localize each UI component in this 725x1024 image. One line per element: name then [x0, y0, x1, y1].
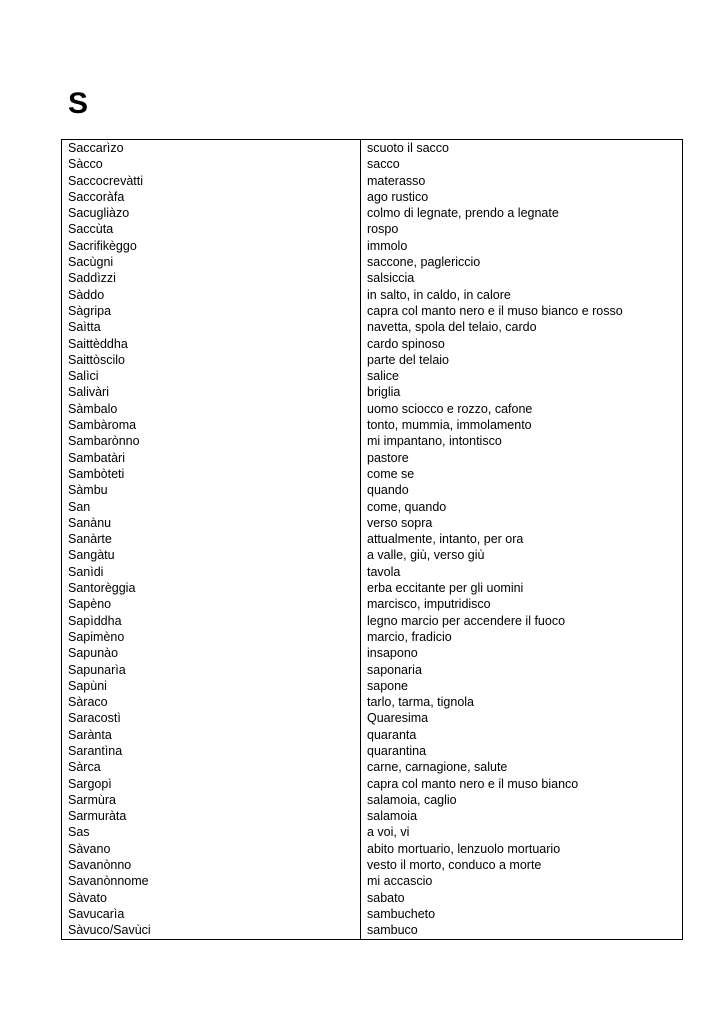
entry-definition: quando — [367, 483, 409, 498]
entry-definition: marcisco, imputridisco — [367, 597, 491, 612]
entry-definition: carne, carnagione, salute — [367, 760, 508, 775]
entry-term: Savucarìa — [62, 906, 361, 922]
dictionary-table-body — [62, 140, 683, 940]
entry-definition: pastore — [367, 450, 409, 465]
entry-definition: tonto, mummia, immolamento — [367, 418, 532, 433]
table-row — [62, 238, 683, 254]
entry-term: Sanàrte — [62, 531, 361, 547]
table-row — [62, 596, 683, 612]
entry-term: Sapèno — [62, 596, 361, 612]
entry-term: Sacùgni — [62, 254, 361, 270]
entry-term: Sambàroma — [62, 417, 361, 433]
entry-definition: verso sopra — [367, 515, 433, 530]
entry-definition: saccone, paglericcio — [367, 255, 481, 270]
table-row — [62, 776, 683, 792]
entry-definition: scuoto il sacco — [367, 141, 449, 155]
table-row — [62, 336, 683, 352]
table-row — [62, 678, 683, 694]
entry-term: Sàmbu — [62, 482, 361, 498]
entry-definition: Quaresima — [367, 711, 429, 726]
entry-term: Sàrca — [62, 759, 361, 775]
table-row — [62, 727, 683, 743]
table-row — [62, 417, 683, 433]
entry-term: Sapunarìa — [62, 662, 361, 678]
table-row — [62, 808, 683, 824]
entry-definition: materasso — [367, 173, 426, 188]
table-row — [62, 890, 683, 906]
table-row — [62, 792, 683, 808]
entry-term: Sas — [62, 824, 361, 840]
entry-term: Saddìzzi — [62, 270, 361, 286]
entry-term: San — [62, 499, 361, 515]
entry-term: Sambatàri — [62, 450, 361, 466]
entry-term: Sarmùra — [62, 792, 361, 808]
entry-term: Sacugliàzo — [62, 205, 361, 221]
entry-term: Sàraco — [62, 694, 361, 710]
entry-term: Santorèggia — [62, 580, 361, 596]
entry-definition: abito mortuario, lenzuolo mortuario — [367, 841, 561, 856]
entry-definition: salamoia, caglio — [367, 792, 457, 807]
table-row — [62, 221, 683, 237]
table-row — [62, 857, 683, 873]
entry-definition: briglia — [367, 385, 401, 400]
entry-term: Sarantìna — [62, 743, 361, 759]
entry-definition: saponaria — [367, 662, 422, 677]
table-row — [62, 173, 683, 189]
table-row — [62, 710, 683, 726]
entry-term: Sanìdi — [62, 564, 361, 580]
table-row — [62, 906, 683, 922]
dictionary-table — [61, 139, 683, 940]
entry-definition: sambucheto — [367, 906, 436, 921]
entry-definition: sacco — [367, 157, 400, 172]
entry-term: Sambarònno — [62, 433, 361, 449]
table-row — [62, 189, 683, 205]
entry-term: Saccocrevàtti — [62, 173, 361, 189]
entry-term: Sapunào — [62, 645, 361, 661]
entry-term: Savanònno — [62, 857, 361, 873]
entry-term: Saittòscilo — [62, 352, 361, 368]
entry-definition: in salto, in caldo, in calore — [367, 287, 511, 302]
entry-term: Sambòteti — [62, 466, 361, 482]
table-row — [62, 743, 683, 759]
entry-definition: attualmente, intanto, per ora — [367, 532, 524, 547]
entry-term: Savanònnome — [62, 873, 361, 889]
table-row — [62, 205, 683, 221]
table-row — [62, 873, 683, 889]
table-row — [62, 580, 683, 596]
table-row — [62, 841, 683, 857]
table-row — [62, 352, 683, 368]
entry-definition: quaranta — [367, 727, 417, 742]
table-row — [62, 384, 683, 400]
entry-term: Sarmuràta — [62, 808, 361, 824]
table-row — [62, 319, 683, 335]
table-row — [62, 303, 683, 319]
entry-term: Saìtta — [62, 319, 361, 335]
entry-term: Sanànu — [62, 515, 361, 531]
entry-definition: capra col manto nero e il muso bianco — [367, 776, 579, 791]
entry-definition: capra col manto nero e il muso bianco e rosso — [367, 303, 623, 318]
entry-term: Saccoràfa — [62, 189, 361, 205]
entry-definition: uomo sciocco e rozzo, cafone — [367, 401, 533, 416]
entry-term: Saittèddha — [62, 336, 361, 352]
entry-definition: sambuco — [367, 923, 418, 938]
entry-definition: sapone — [367, 678, 409, 693]
entry-term: Sapimèno — [62, 629, 361, 645]
entry-term: Saccùta — [62, 221, 361, 237]
entry-definition: salamoia — [367, 809, 418, 824]
entry-term: Salìci — [62, 368, 361, 384]
entry-definition: parte del telaio — [367, 352, 450, 367]
table-row — [62, 450, 683, 466]
entry-term: Sapìddha — [62, 613, 361, 629]
entry-definition: erba eccitante per gli uomini — [367, 581, 524, 596]
entry-definition: cardo spinoso — [367, 336, 445, 351]
table-row — [62, 564, 683, 580]
entry-term: Sargopì — [62, 776, 361, 792]
entry-definition: tarlo, tarma, tignola — [367, 695, 474, 710]
entry-term: Sacrifikèggo — [62, 238, 361, 254]
entry-definition: quarantina — [367, 743, 427, 758]
entry-term: Salivàri — [62, 384, 361, 400]
entry-definition: come, quando — [367, 499, 447, 514]
entry-definition: mi impantano, intontisco — [367, 434, 502, 449]
entry-definition: navetta, spola del telaio, cardo — [367, 320, 537, 335]
table-row — [62, 613, 683, 629]
entry-term: Sàvuco/Savùci — [62, 922, 361, 939]
entry-definition: insapono — [367, 646, 418, 661]
section-letter-heading: S — [68, 87, 89, 120]
entry-definition: colmo di legnate, prendo a legnate — [367, 206, 559, 221]
table-row — [62, 922, 683, 939]
entry-definition: a valle, giù, verso giù — [367, 548, 485, 563]
table-row — [62, 547, 683, 563]
table-row — [62, 401, 683, 417]
entry-definition: marcio, fradicio — [367, 629, 452, 644]
entry-definition: a voi, vi — [367, 825, 410, 840]
table-row — [62, 759, 683, 775]
table-row — [62, 824, 683, 840]
entry-term: Sàddo — [62, 287, 361, 303]
entry-definition: tavola — [367, 564, 401, 579]
entry-term: Saccarìzo — [62, 140, 361, 157]
table-row — [62, 270, 683, 286]
entry-definition: rospo — [367, 222, 399, 237]
table-row — [62, 156, 683, 172]
table-row — [62, 662, 683, 678]
table-row — [62, 287, 683, 303]
entry-term: Sàgripa — [62, 303, 361, 319]
entry-term: Saracostì — [62, 710, 361, 726]
table-row — [62, 499, 683, 515]
table-row — [62, 368, 683, 384]
entry-definition: ago rustico — [367, 189, 429, 204]
entry-definition: salice — [367, 369, 399, 384]
entry-term: Sàvato — [62, 890, 361, 906]
table-row — [62, 254, 683, 270]
table-row — [62, 433, 683, 449]
entry-term: Sàmbalo — [62, 401, 361, 417]
table-row — [62, 515, 683, 531]
table-row — [62, 531, 683, 547]
table-row — [62, 645, 683, 661]
entry-term: Sàcco — [62, 156, 361, 172]
entry-term: Sapùni — [62, 678, 361, 694]
entry-definition: vesto il morto, conduco a morte — [367, 858, 542, 873]
table-row — [62, 466, 683, 482]
entry-definition: come se — [367, 466, 415, 481]
entry-definition: salsiccia — [367, 271, 415, 286]
table-row — [62, 629, 683, 645]
entry-definition: immolo — [367, 238, 408, 253]
table-row — [62, 694, 683, 710]
entry-term: Sarànta — [62, 727, 361, 743]
entry-definition: sabato — [367, 890, 405, 905]
table-row — [62, 482, 683, 498]
entry-term: Sàvano — [62, 841, 361, 857]
table-row — [62, 140, 683, 157]
entry-definition: mi accascio — [367, 874, 433, 889]
entry-definition: legno marcio per accendere il fuoco — [367, 613, 566, 628]
entry-term: Sangàtu — [62, 547, 361, 563]
